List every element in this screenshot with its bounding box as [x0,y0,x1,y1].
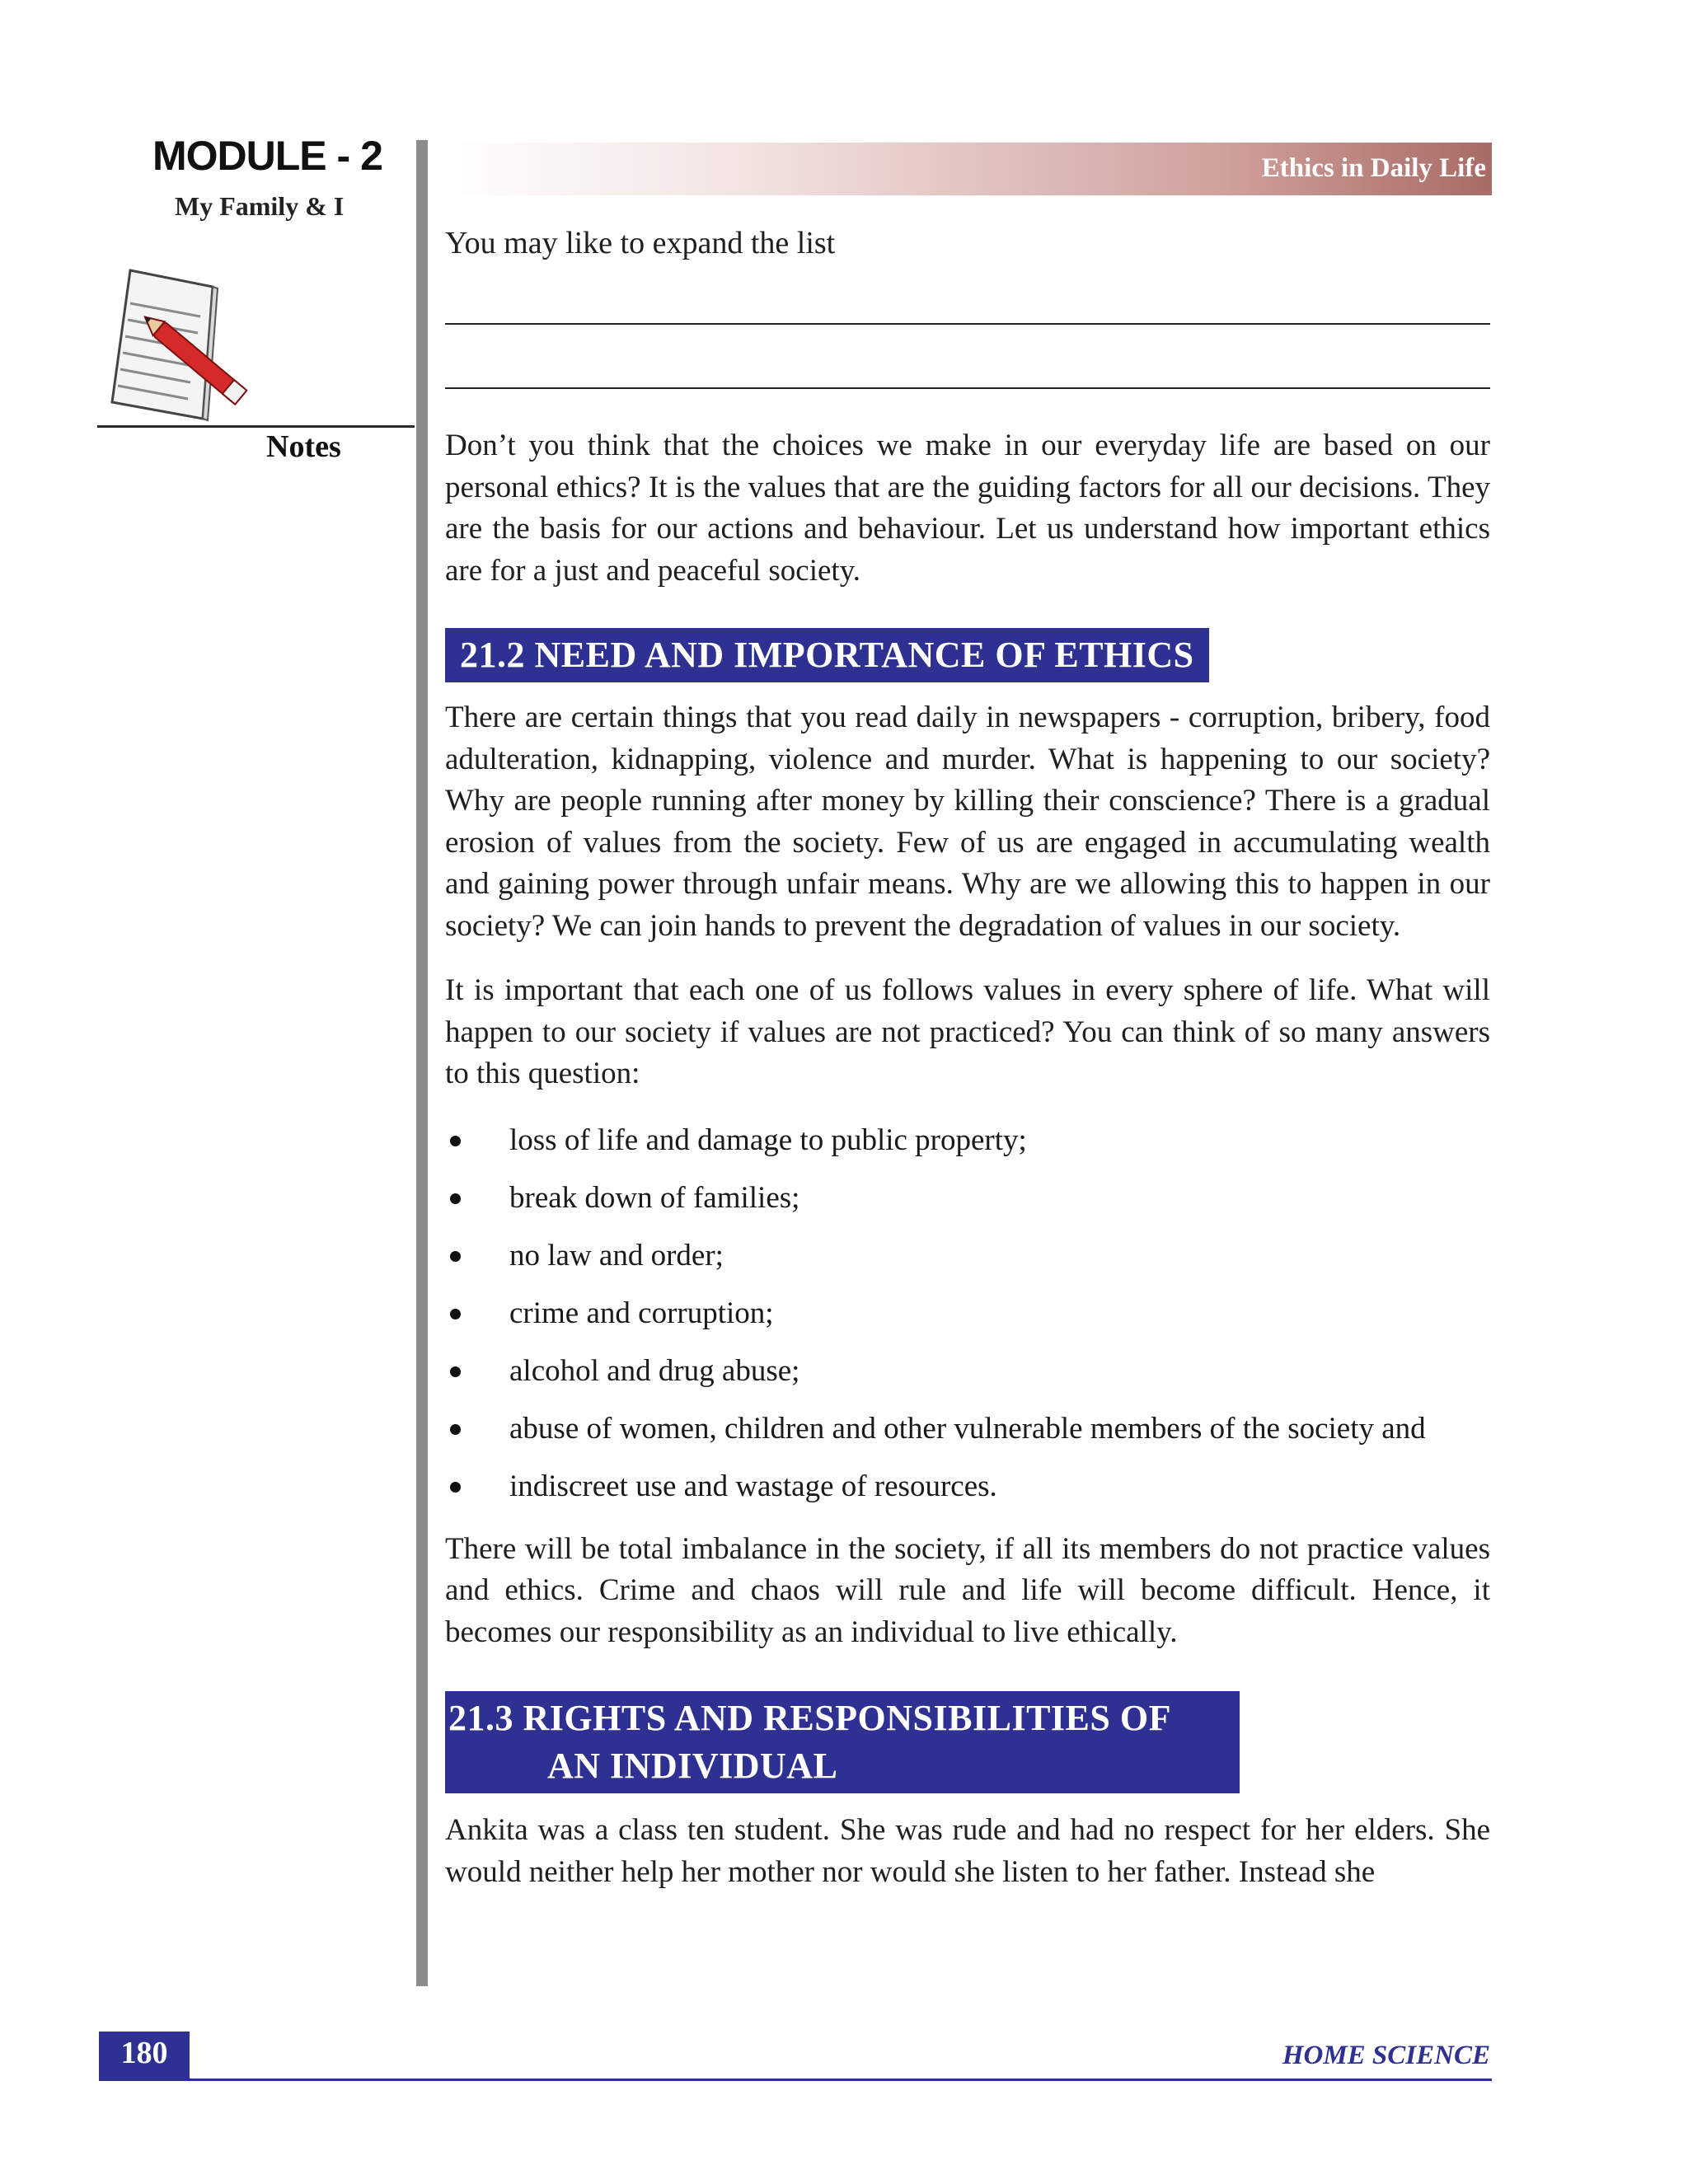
section-heading-line: AN INDIVIDUAL [547,1746,838,1786]
notes-divider [97,425,415,428]
list-item: alcohol and drug abuse; [445,1351,1490,1408]
list-item: loss of life and damage to public property; [445,1120,1490,1178]
paragraph: There are certain things that you read daily in newspapers - corruption, bribery, food adulteration, kidnapping, violence and murder. What is happening to our society? Why are people running after money by killing their conscience? There is a gradual erosion of values from the society. Few of us are engaged in accumulating wealth and gaining power through unfair means. Why are we allowing this to happen in our society? We can join hands to prevent the degradation of values in our society. [445,701,1490,943]
list-item: indiscreet use and wastage of resources. [445,1466,1490,1524]
module-subtitle: My Family & I [175,191,345,221]
book-title: HOME SCIENCE [1282,2041,1490,2070]
list-item: abuse of women, children and other vulnerable members of the society and [445,1408,1490,1466]
chapter-header-title: Ethics in Daily Life [1261,153,1486,183]
bullet-dot [450,1482,461,1493]
bullet-dot [450,1251,461,1262]
section-heading [445,1691,1240,1793]
notepad-pencil-icon [97,262,262,443]
paragraph: Don’t you think that the choices we make in our everyday life are based on our personal ethics? It is the values that are the guiding factors for all our decisions. They are the basis for our actions and behaviour. Let us understand how important ethics are for a just and peaceful society. [445,429,1490,588]
bullet-dot [450,1366,461,1377]
list-item: break down of families; [445,1178,1490,1235]
margin-separator-bar [416,140,428,1986]
list-item: no law and order; [445,1235,1490,1293]
list-item: crime and corruption; [445,1293,1490,1351]
paragraph: There will be total imbalance in the society, if all its members do not practice values and ethics. Crime and chaos will rule and life will become difficult. Hence, it becomes our responsibility as an individual to live ethically. [445,1531,1490,1649]
paragraph: Ankita was a class ten student. She was rude and had no respect for her elders. She would neither help her mother nor would she listen to her father. Instead she [445,1813,1490,1889]
bullet-dot [450,1193,461,1204]
intro-line: You may like to expand the list [445,226,836,260]
module-title: MODULE - 2 [152,133,382,179]
section-heading-line: 21.3 RIGHTS AND RESPONSIBILITIES OF [448,1698,1171,1738]
notes-label: Notes [266,429,341,464]
bullet-dot [450,1309,461,1319]
bullet-list [445,1120,1490,1524]
section-heading: 21.2 NEED AND IMPORTANCE OF ETHICS [445,628,1209,682]
main-content [445,223,1490,1893]
bullet-dot [450,1136,461,1146]
page-number: 180 [120,2036,168,2070]
footer-rule [99,2079,1492,2081]
bullet-dot [450,1424,461,1435]
paragraph: It is important that each one of us follows values in every sphere of life. What will happen to our society if values are not practiced? You can think of so many answers to this question: [445,973,1490,1090]
